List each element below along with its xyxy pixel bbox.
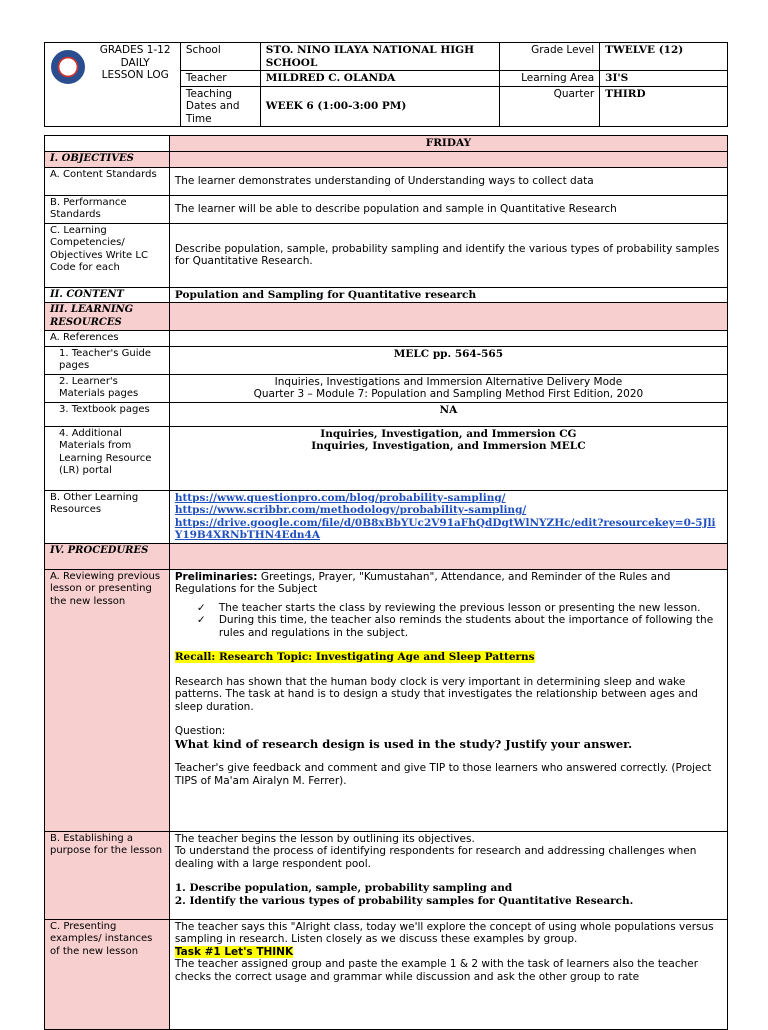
header-table xyxy=(44,42,728,127)
objective-1: 1. Describe population, sample, probability sampling and xyxy=(174,882,513,894)
content-heading: II. CONTENT xyxy=(45,287,170,303)
additional-materials-line1: Inquiries, Investigation, and Immersion CG xyxy=(320,427,577,440)
dates-value: WEEK 6 (1:00-3:00 PM) xyxy=(260,86,500,127)
resource-link[interactable]: https://www.questionpro.com/blog/probability-sampling/ xyxy=(174,491,506,504)
learning-area-label: Learning Area xyxy=(500,71,600,87)
blank-corner xyxy=(45,136,170,152)
question-text: What kind of research design is used in the study? Justify your answer. xyxy=(174,736,633,751)
school-label: School xyxy=(180,43,260,71)
day-header: FRIDAY xyxy=(169,136,727,152)
teacher-label: Teacher xyxy=(180,71,260,87)
grades-text: GRADES 1-12 xyxy=(99,44,171,56)
resource-link[interactable]: https://drive.google.com/file/d/0B8xBbYUc2V91aFhQdDgtWlNYZHc/edit?resourcekey=0-5JliY19B4XRNbTHN4Edn4A xyxy=(174,516,716,541)
preliminaries-text: Greetings, Prayer, "Kumustahan", Attendance, and Reminder of the Rules and Regulations for the Subject xyxy=(174,570,671,595)
learning-area-value: 3I'S xyxy=(600,71,728,87)
preliminaries xyxy=(175,571,722,596)
other-resources-label: B. Other Learning Resources xyxy=(45,490,170,543)
lesson-log-title xyxy=(90,43,180,127)
deped-seal-icon xyxy=(51,50,85,84)
dates-label: Teaching Dates and Time xyxy=(180,86,260,127)
checklist xyxy=(197,602,722,640)
learners-materials-line1: Inquiries, Investigations and Immersion Alternative Delivery Mode xyxy=(274,375,623,388)
learners-materials-line2: Quarter 3 – Module 7: Population and Sampling Method First Edition, 2020 xyxy=(253,388,644,400)
research-paragraph: Research has shown that the human body clock is very important in determining sleep and wake patterns. The task at hand is to design a study that investigates the relationship between ages and sleep duration. xyxy=(174,675,698,713)
learners-materials-label: 2. Learner's Materials pages xyxy=(45,374,170,402)
presenting-content xyxy=(169,919,727,1029)
checklist-item-text: During this time, the teacher also reminds the students about the importance of following the rules and regulations in the subject. xyxy=(218,614,714,639)
references-label: A. References xyxy=(45,331,170,347)
textbook-text: NA xyxy=(169,402,727,426)
teachers-guide-label: 1. Teacher's Guide pages xyxy=(45,346,170,374)
objectives-heading: I. OBJECTIVES xyxy=(45,152,170,168)
objectives-blank xyxy=(169,152,727,168)
presenting-line1: The teacher says this "Alright class, today we'll explore the concept of using whole populations versus sampling in research. Listen closely as we discuss these examples by group. xyxy=(174,920,714,945)
feedback-text: Teacher's give feedback and comment and give TIP to those learners who answered correctly. (Project TIPS of Ma'am Airalyn M. Ferrer). xyxy=(174,762,712,787)
lesson-log-text: LESSON LOG xyxy=(101,69,169,81)
checklist-item xyxy=(197,602,722,615)
objective-2: 2. Identify the various types of probability samples for Quantitative Research. xyxy=(174,894,634,907)
procedures-blank xyxy=(169,543,727,569)
purpose-label: B. Establishing a purpose for the lesson xyxy=(45,831,170,919)
purpose-line2: To understand the process of identifying respondents for research and addressing challenges when dealing with a large respondent pool. xyxy=(174,845,697,870)
daily-text: DAILY xyxy=(120,56,150,69)
additional-materials-text xyxy=(169,426,727,490)
grade-level-label: Grade Level xyxy=(500,43,600,71)
quarter-value: THIRD xyxy=(600,86,728,127)
teacher-value: MILDRED C. OLANDA xyxy=(260,71,500,87)
textbook-label: 3. Textbook pages xyxy=(45,402,170,426)
task-highlight: Task #1 Let's THINK xyxy=(174,945,294,958)
presenting-line2: The teacher assigned group and paste the example 1 & 2 with the task of learners also the teacher checks the correct usage and grammar while discussion and ask the other group to rate xyxy=(174,958,699,983)
resources-heading: III. LEARNING RESOURCES xyxy=(45,303,170,331)
references-blank xyxy=(169,331,727,347)
purpose-line1: The teacher begins the lesson by outlining its objectives. xyxy=(174,832,475,845)
recall-highlight: Recall: Research Topic: Investigating Age and Sleep Patterns xyxy=(174,651,535,663)
learners-materials-text xyxy=(169,374,727,402)
competencies-label: C. Learning Competencies/ Objectives Write LC Code for each xyxy=(45,223,170,287)
teachers-guide-text: MELC pp. 564-565 xyxy=(169,346,727,374)
reviewing-content xyxy=(169,569,727,831)
checklist-item xyxy=(197,614,722,639)
competencies-text: Describe population, sample, probability sampling and identify the various types of probability samples for Quantitative Research. xyxy=(169,223,727,287)
performance-standards-text: The learner will be able to describe population and sample in Quantitative Research xyxy=(169,195,727,223)
check-icon: ✓ xyxy=(196,614,206,626)
purpose-content xyxy=(169,831,727,919)
content-text: Population and Sampling for Quantitative research xyxy=(169,287,727,303)
content-standards-text: The learner demonstrates understanding of Understanding ways to collect data xyxy=(169,167,727,195)
checklist-item-text: The teacher starts the class by reviewing the previous lesson or presenting the new lesson. xyxy=(218,601,701,614)
check-icon: ✓ xyxy=(196,601,206,614)
grade-level-value: TWELVE (12) xyxy=(600,43,728,71)
resource-link[interactable]: https://www.scribbr.com/methodology/probability-sampling/ xyxy=(174,504,527,516)
lesson-table xyxy=(44,135,728,1030)
preliminaries-bold: Preliminaries: xyxy=(174,570,258,583)
procedures-heading: IV. PROCEDURES xyxy=(45,543,170,569)
content-standards-label: A. Content Standards xyxy=(45,167,170,195)
performance-standards-label: B. Performance Standards xyxy=(45,195,170,223)
reviewing-label: A. Reviewing previous lesson or presenting the new lesson xyxy=(45,569,170,831)
presenting-label: C. Presenting examples/ instances of the new lesson xyxy=(45,919,170,1029)
school-value: STO. NINO ILAYA NATIONAL HIGH SCHOOL xyxy=(260,43,500,71)
resources-blank xyxy=(169,303,727,331)
other-resources-links xyxy=(169,490,727,543)
quarter-label: Quarter xyxy=(500,86,600,127)
additional-materials-label: 4. Additional Materials from Learning Resource (LR) portal xyxy=(45,426,170,490)
deped-seal-cell xyxy=(45,43,91,127)
additional-materials-line2: Inquiries, Investigation, and Immersion MELC xyxy=(311,440,586,452)
question-label: Question: xyxy=(174,725,226,737)
